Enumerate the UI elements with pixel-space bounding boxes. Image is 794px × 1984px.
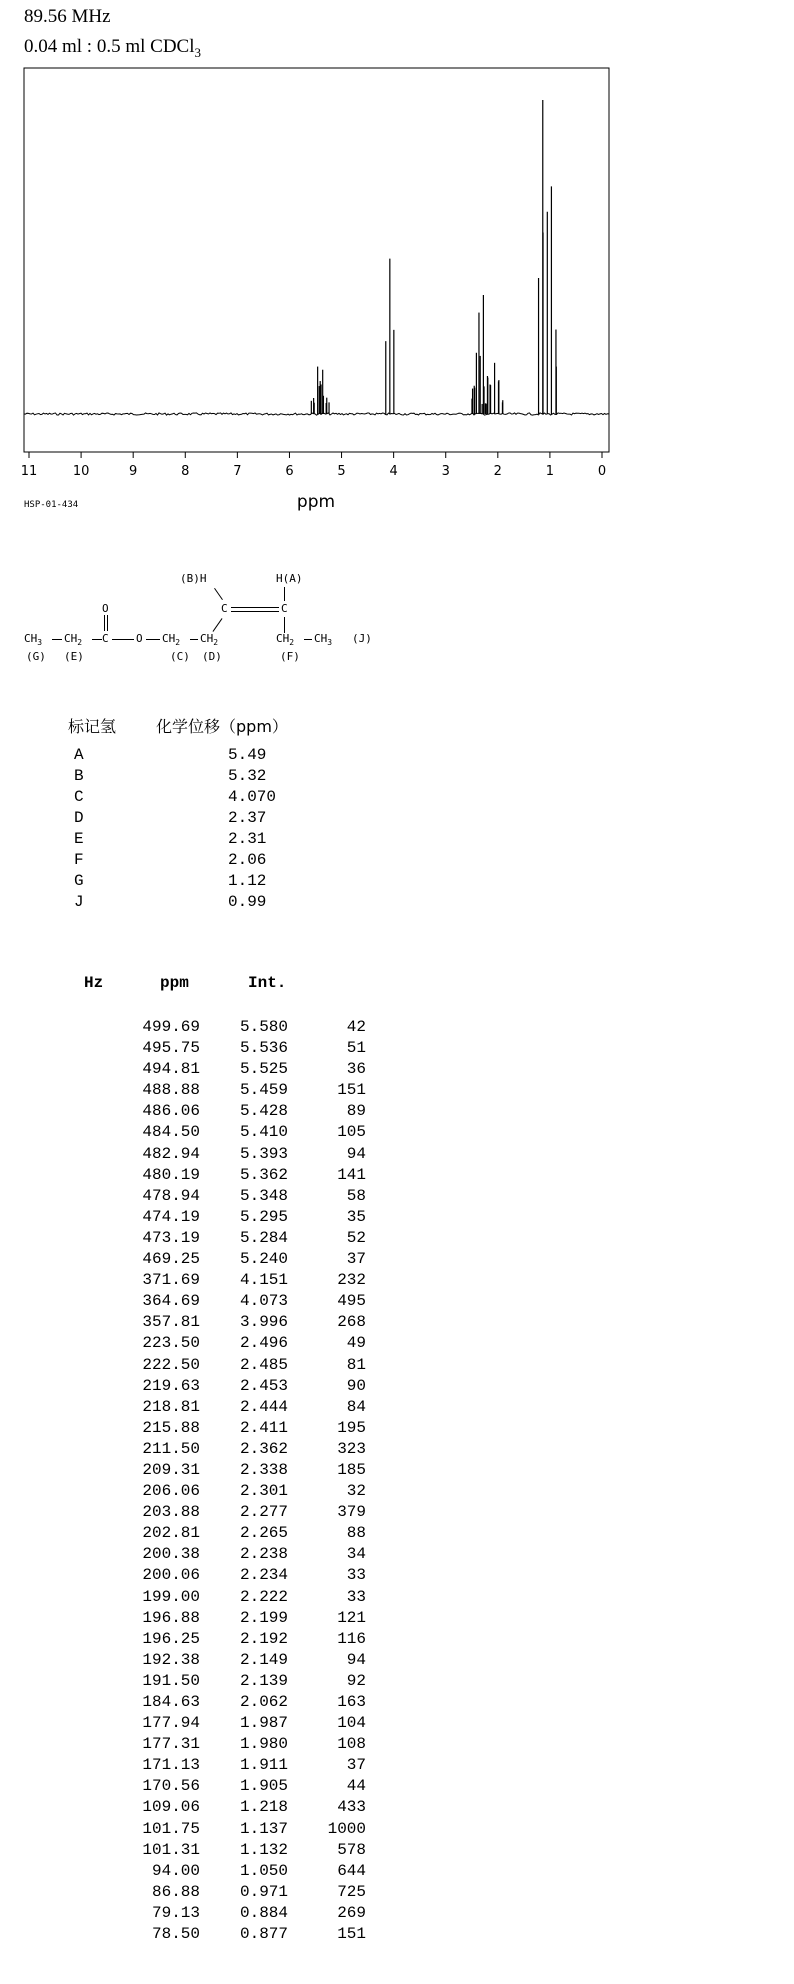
table-row — [60, 1524, 366, 1545]
peak-hz-cell: 486.06 — [142, 1102, 200, 1121]
peak-hz-cell: 199.00 — [142, 1587, 200, 1606]
table-row — [60, 1714, 366, 1735]
peak-hz-cell: 474.19 — [142, 1207, 200, 1226]
c-b-label: C — [221, 602, 228, 615]
plot-frame — [24, 68, 609, 452]
table-row — [60, 1376, 366, 1398]
peak-hz-cell: 494.81 — [142, 1060, 200, 1079]
peak-hz-cell: 371.69 — [142, 1271, 200, 1290]
table-row — [60, 1861, 366, 1883]
peak-int-cell: 108 — [337, 1735, 366, 1754]
peak-hz-cell: 364.69 — [142, 1292, 200, 1311]
bond-oc — [146, 639, 160, 640]
nmr-spectrum-chart — [0, 0, 794, 530]
table-row — [60, 1566, 366, 1587]
peak-int-cell: 195 — [337, 1418, 366, 1437]
assignment-label: F — [74, 851, 84, 869]
peak-int-cell: 268 — [337, 1313, 366, 1332]
peak-int-cell: 81 — [346, 1355, 366, 1374]
peak-ppm-cell: 2.238 — [239, 1545, 288, 1564]
peak-hz-cell: 196.25 — [142, 1629, 200, 1648]
peak-int-cell: 49 — [346, 1334, 366, 1353]
peak-ppm-cell: 5.428 — [239, 1102, 288, 1121]
peak-hz-cell: 171.13 — [142, 1756, 200, 1775]
peak-ppm-cell: 4.073 — [239, 1292, 288, 1311]
peak-col-hz: Hz — [84, 974, 104, 992]
tag-e: (E) — [64, 650, 84, 663]
peak-int-cell: 33 — [346, 1566, 366, 1585]
table-row — [60, 1250, 366, 1271]
peak-ppm-cell: 2.301 — [239, 1482, 288, 1501]
peak-ppm-cell: 2.149 — [239, 1650, 288, 1669]
peak-hz-cell: 203.88 — [142, 1503, 200, 1522]
tag-j: (J) — [352, 632, 372, 645]
peak-int-cell: 35 — [346, 1207, 366, 1226]
peak-int-cell: 105 — [337, 1123, 366, 1142]
tag-f: (F) — [280, 650, 300, 663]
peak-hz-cell: 495.75 — [142, 1039, 200, 1058]
peak-ppm-cell: 5.410 — [239, 1123, 288, 1142]
bond-double-2 — [231, 611, 279, 612]
assign-col-shift: 化学位移（ppm） — [156, 717, 288, 736]
peak-int-cell: 151 — [337, 1925, 366, 1944]
x-tick-label-0: 0 — [597, 464, 607, 479]
peak-hz-cell: 200.06 — [142, 1566, 200, 1585]
peak-int-cell: 1000 — [327, 1819, 366, 1838]
peak-hz-cell: 79.13 — [151, 1903, 200, 1922]
peak-int-cell: 42 — [346, 1018, 366, 1036]
assignment-label: E — [74, 830, 84, 848]
table-row — [60, 1397, 366, 1419]
bond-cb-ch2 — [213, 618, 223, 632]
table-row — [60, 1102, 366, 1123]
peak-int-cell: 51 — [346, 1039, 366, 1058]
table-row — [60, 1671, 366, 1693]
table-row — [60, 1798, 366, 1819]
table-row — [60, 1545, 366, 1566]
bond-ca-ch2 — [284, 617, 285, 633]
peak-int-cell: 88 — [346, 1524, 366, 1543]
peak-int-cell: 32 — [346, 1482, 366, 1501]
peak-hz-cell: 101.75 — [142, 1819, 200, 1838]
table-row — [60, 1144, 366, 1166]
peak-ppm-cell: 1.050 — [239, 1861, 288, 1880]
peak-ppm-cell: 1.137 — [239, 1819, 288, 1838]
peak-ppm-cell: 5.362 — [239, 1165, 288, 1184]
table-row — [60, 1165, 366, 1187]
sample-text: 0.04 ml : 0.5 ml CDCl — [24, 36, 195, 57]
bond-cd — [190, 639, 198, 640]
peak-hz-cell: 206.06 — [142, 1482, 200, 1501]
peak-int-cell: 84 — [346, 1397, 366, 1416]
table-row — [60, 1882, 366, 1904]
table-row — [60, 1503, 366, 1524]
peak-ppm-cell: 5.284 — [239, 1228, 288, 1247]
peak-int-cell: 725 — [337, 1882, 366, 1901]
peak-int-cell: 151 — [337, 1081, 366, 1100]
peak-int-cell: 379 — [337, 1503, 366, 1522]
table-row — [60, 1355, 366, 1377]
peak-int-cell: 232 — [337, 1271, 366, 1290]
assignment-shift: 5.49 — [228, 746, 267, 764]
peak-ppm-cell: 2.139 — [239, 1671, 288, 1690]
peak-hz-cell: 177.94 — [142, 1714, 200, 1733]
tag-c: (C) — [170, 650, 190, 663]
peak-int-cell: 163 — [337, 1693, 366, 1711]
bond-co-double-1 — [104, 615, 105, 631]
assignment-label: A — [74, 746, 84, 764]
peak-hz-cell: 488.88 — [142, 1081, 200, 1100]
peak-int-cell: 58 — [346, 1186, 366, 1205]
x-tick-label-7: 7 — [233, 464, 242, 479]
o-ester: O — [136, 632, 143, 645]
c-a-label: C — [281, 602, 288, 615]
sample-subscript: 3 — [194, 44, 201, 60]
bond-co-double-2 — [107, 615, 108, 631]
table-row — [60, 1693, 366, 1714]
peak-hz-cell: 192.38 — [142, 1650, 200, 1669]
peak-hz-cell: 478.94 — [142, 1186, 200, 1205]
spectrum-baseline — [24, 413, 609, 415]
x-tick-label-10: 10 — [72, 464, 90, 479]
peak-int-cell: 52 — [346, 1228, 366, 1247]
x-tick-label-2: 2 — [493, 464, 502, 479]
peak-int-cell: 104 — [337, 1714, 366, 1733]
table-row — [60, 1903, 366, 1925]
assignment-shift: 0.99 — [228, 893, 267, 911]
x-axis-ticks — [21, 452, 606, 479]
table-row — [60, 1460, 366, 1482]
peak-hz-cell: 469.25 — [142, 1250, 200, 1269]
peak-hz-cell: 101.31 — [142, 1840, 200, 1859]
peak-int-cell: 94 — [346, 1650, 366, 1669]
table-row — [60, 1292, 366, 1313]
assignment-shift: 2.06 — [228, 851, 267, 869]
peak-hz-cell: 94.00 — [151, 1861, 200, 1880]
peak-ppm-cell: 0.884 — [239, 1903, 288, 1922]
assignment-shift: 2.31 — [228, 830, 267, 848]
table-row — [60, 1735, 366, 1756]
peak-hz-cell: 211.50 — [142, 1439, 200, 1458]
x-tick-label-9: 9 — [129, 464, 138, 479]
bond-hb — [214, 588, 223, 600]
x-axis-label: ppm — [296, 492, 336, 512]
peak-ppm-cell: 1.132 — [239, 1840, 288, 1859]
peak-ppm-cell: 5.348 — [239, 1186, 288, 1205]
peak-ppm-cell: 1.911 — [239, 1756, 288, 1775]
peak-int-cell: 89 — [346, 1102, 366, 1121]
peak-hz-cell: 86.88 — [151, 1882, 200, 1901]
peak-hz-cell: 482.94 — [142, 1144, 200, 1163]
peak-int-cell: 34 — [346, 1545, 366, 1564]
peak-hz-cell: 209.31 — [142, 1460, 200, 1479]
table-row — [60, 1587, 366, 1609]
assignment-label: C — [74, 788, 84, 806]
peak-hz-cell: 473.19 — [142, 1228, 200, 1247]
assignment-shift: 2.37 — [228, 809, 267, 827]
x-tick-label-11: 11 — [20, 464, 38, 479]
peak-ppm-cell: 1.980 — [239, 1735, 288, 1754]
peak-ppm-cell: 2.277 — [239, 1503, 288, 1522]
table-row — [60, 1650, 366, 1672]
peak-int-cell: 90 — [346, 1376, 366, 1395]
peak-int-cell: 44 — [346, 1777, 366, 1796]
peak-hz-cell: 499.69 — [142, 1018, 200, 1036]
x-tick-label-4: 4 — [389, 464, 398, 479]
table-row — [60, 1081, 366, 1102]
peak-ppm-cell: 2.338 — [239, 1460, 288, 1479]
x-tick-label-3: 3 — [441, 464, 450, 479]
peak-hz-cell: 480.19 — [142, 1165, 200, 1184]
table-row — [60, 1629, 366, 1651]
table-row — [60, 1313, 366, 1334]
peak-ppm-cell: 5.459 — [239, 1081, 288, 1100]
peak-ppm-cell: 1.987 — [239, 1714, 288, 1733]
ch3-j: $CH_3$ — [314, 632, 333, 648]
peak-ppm-cell: 2.192 — [239, 1629, 288, 1648]
assignment-label: G — [74, 872, 84, 890]
table-row — [60, 1207, 366, 1229]
peak-ppm-cell: 0.971 — [239, 1882, 288, 1901]
structure-diagram — [22, 560, 382, 680]
peak-ppm-cell: 2.411 — [239, 1418, 288, 1437]
assignment-label: B — [74, 767, 84, 785]
table-row — [60, 1418, 366, 1440]
peak-int-cell: 269 — [337, 1903, 366, 1922]
peak-ppm-cell: 5.240 — [239, 1250, 288, 1269]
peak-int-cell: 116 — [337, 1629, 366, 1648]
peak-int-cell: 644 — [337, 1861, 366, 1880]
peak-int-cell: 92 — [346, 1671, 366, 1690]
bond-ha — [284, 587, 285, 601]
assignment-label: D — [74, 809, 84, 827]
peak-ppm-cell: 1.218 — [239, 1798, 288, 1817]
peak-hz-cell: 357.81 — [142, 1313, 200, 1332]
assignment-label: J — [74, 893, 84, 911]
table-row — [60, 1018, 366, 1039]
peak-ppm-cell: 1.905 — [239, 1777, 288, 1796]
peak-int-cell: 141 — [337, 1165, 366, 1184]
ch2-f: $CH_2$ — [276, 632, 295, 648]
peak-int-cell: 37 — [346, 1250, 366, 1269]
peak-ppm-cell: 2.062 — [239, 1693, 288, 1711]
peak-ppm-cell: 0.877 — [239, 1925, 288, 1944]
peak-hz-cell: 109.06 — [142, 1798, 200, 1817]
spectrum-code: HSP-01-434 — [24, 500, 79, 510]
ch3-g: $CH_3$ — [24, 632, 43, 648]
peak-ppm-cell: 2.199 — [239, 1608, 288, 1627]
assign-col-label: 标记氢 — [68, 717, 117, 736]
peak-int-cell: 323 — [337, 1439, 366, 1458]
peak-hz-cell: 202.81 — [142, 1524, 200, 1543]
peak-hz-cell: 215.88 — [142, 1418, 200, 1437]
peak-ppm-cell: 5.295 — [239, 1207, 288, 1226]
table-row — [60, 1039, 366, 1060]
peak-hz-cell: 184.63 — [142, 1693, 200, 1711]
peak-int-cell: 185 — [337, 1460, 366, 1479]
peak-int-cell: 37 — [346, 1756, 366, 1775]
peak-col-ppm: ppm — [160, 974, 189, 992]
h-a-label: H(A) — [276, 572, 303, 585]
table-row — [60, 1925, 366, 1946]
peak-ppm-cell: 5.525 — [239, 1060, 288, 1079]
peak-hz-cell: 196.88 — [142, 1608, 200, 1627]
table-row — [60, 1482, 366, 1503]
peak-int-cell: 36 — [346, 1060, 366, 1079]
peak-int-cell: 433 — [337, 1798, 366, 1817]
peak-ppm-cell: 4.151 — [239, 1271, 288, 1290]
table-row — [60, 1756, 366, 1777]
spectrometer-frequency: 89.56 MHz — [24, 6, 111, 27]
peak-int-cell: 495 — [337, 1292, 366, 1311]
x-tick-label-6: 6 — [285, 464, 294, 479]
ch2-d: $CH_2$ — [200, 632, 219, 648]
peak-int-cell: 94 — [346, 1144, 366, 1163]
peak-ppm-cell: 5.536 — [239, 1039, 288, 1058]
h-b-label: (B)H — [180, 572, 207, 585]
peak-int-cell: 33 — [346, 1587, 366, 1606]
table-row — [60, 1608, 366, 1630]
assignment-shift: 5.32 — [228, 767, 267, 785]
x-tick-label-5: 5 — [337, 464, 346, 479]
x-tick-label-1: 1 — [545, 464, 555, 479]
peak-ppm-cell: 2.453 — [239, 1376, 288, 1395]
spectrum-peaks — [311, 100, 556, 414]
ch2-c: $CH_2$ — [162, 632, 181, 648]
bond-ge — [52, 639, 62, 640]
peak-ppm-cell: 3.996 — [239, 1313, 288, 1332]
table-row — [60, 1334, 366, 1355]
peak-hz-cell: 219.63 — [142, 1376, 200, 1395]
peak-ppm-cell: 5.393 — [239, 1144, 288, 1163]
table-row — [60, 1060, 366, 1081]
peak-hz-cell: 223.50 — [142, 1334, 200, 1353]
peak-hz-cell: 218.81 — [142, 1397, 200, 1416]
table-row — [60, 1271, 366, 1292]
peak-ppm-cell: 5.580 — [239, 1018, 288, 1036]
c-carbonyl: C — [102, 632, 109, 645]
peak-ppm-cell: 2.234 — [239, 1566, 288, 1585]
peak-hz-cell: 170.56 — [142, 1777, 200, 1796]
peak-int-cell: 578 — [337, 1840, 366, 1859]
bond-double-1 — [231, 607, 279, 608]
peak-ppm-cell: 2.444 — [239, 1397, 288, 1416]
peak-hz-cell: 177.31 — [142, 1735, 200, 1754]
peak-hz-cell: 200.38 — [142, 1545, 200, 1564]
peak-ppm-cell: 2.496 — [239, 1334, 288, 1353]
x-tick-label-8: 8 — [181, 464, 190, 479]
bond-co — [112, 639, 134, 640]
bond-fj — [304, 639, 312, 640]
peak-hz-cell: 484.50 — [142, 1123, 200, 1142]
table-row — [60, 1777, 366, 1798]
tag-d: (D) — [202, 650, 222, 663]
peak-hz-cell: 191.50 — [142, 1671, 200, 1690]
table-row — [60, 1840, 366, 1862]
peak-ppm-cell: 2.265 — [239, 1524, 288, 1543]
table-row — [60, 1819, 366, 1841]
peak-col-int: Int. — [248, 974, 287, 992]
peak-table — [60, 1018, 366, 1946]
peak-int-cell: 121 — [337, 1608, 366, 1627]
table-row — [60, 1439, 366, 1461]
o-double-label: O — [102, 602, 109, 615]
tag-g: (G) — [26, 650, 46, 663]
bond-ec — [92, 639, 102, 640]
assignment-shift: 4.070 — [228, 788, 277, 806]
table-row — [60, 1186, 366, 1208]
assignment-shift: 1.12 — [228, 872, 267, 890]
table-row — [60, 1123, 366, 1144]
peak-ppm-cell: 2.362 — [239, 1439, 288, 1458]
ch2-e: $CH_2$ — [64, 632, 83, 648]
peak-hz-cell: 78.50 — [151, 1925, 200, 1944]
peak-ppm-cell: 2.222 — [239, 1587, 288, 1606]
table-row — [60, 1228, 366, 1250]
peak-ppm-cell: 2.485 — [239, 1355, 288, 1374]
peak-hz-cell: 222.50 — [142, 1355, 200, 1374]
